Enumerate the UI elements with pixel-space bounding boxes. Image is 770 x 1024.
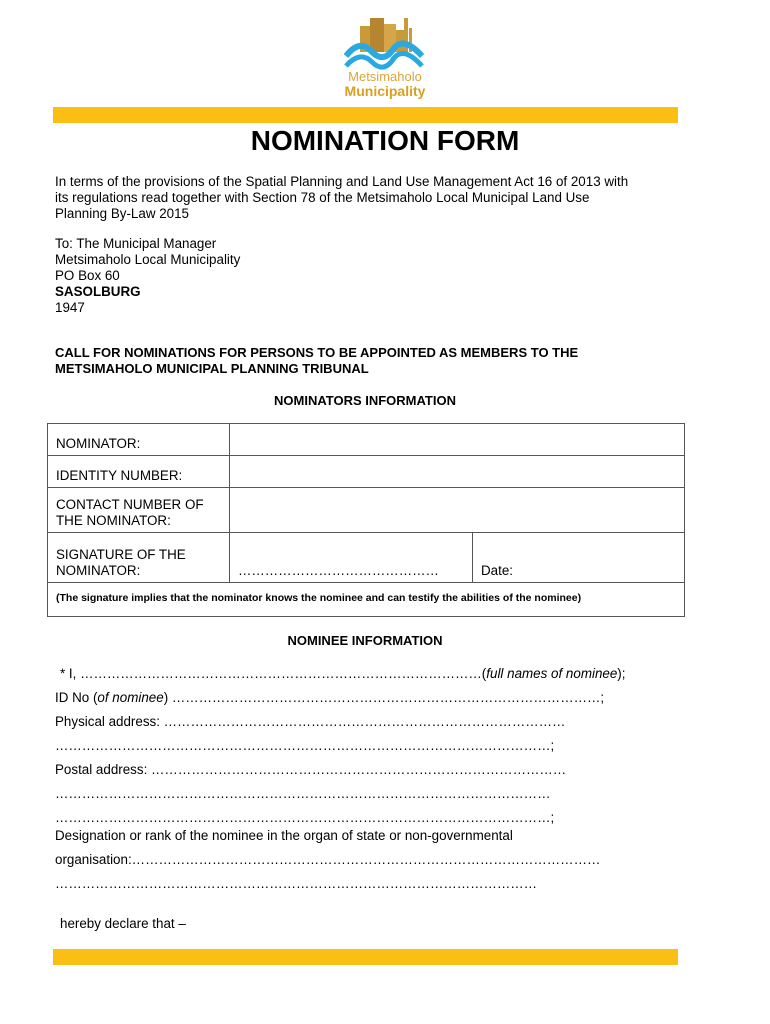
physical-address-line-2[interactable]: …………………………………………………………………………………………………; bbox=[55, 738, 555, 753]
municipality-logo-icon bbox=[338, 16, 430, 72]
text: of nominee bbox=[97, 690, 164, 705]
full-names-line[interactable] bbox=[60, 666, 625, 681]
address-box: PO Box 60 bbox=[55, 268, 120, 283]
footer-accent-bar bbox=[53, 949, 678, 965]
designation-label: Designation or rank of the nominee in the organ of state or non-governmental bbox=[55, 828, 513, 843]
nominator-table bbox=[47, 423, 685, 617]
label-line: NOMINATOR: bbox=[56, 563, 141, 578]
text: ID No ( bbox=[55, 690, 98, 705]
label-line: SIGNATURE OF THE bbox=[56, 547, 186, 562]
header-accent-bar bbox=[53, 107, 678, 123]
organisation-line-2[interactable]: ……………………………………………………………………………………………… bbox=[55, 876, 538, 891]
address-to: To: The Municipal Manager bbox=[55, 236, 217, 251]
address-org: Metsimaholo Local Municipality bbox=[55, 252, 241, 267]
intro-line: In terms of the provisions of the Spatial Planning and Land Use Management Act 16 of 2013 with bbox=[55, 174, 629, 189]
text: full names of nominee bbox=[486, 666, 618, 681]
call-heading bbox=[55, 345, 578, 377]
intro-paragraph bbox=[55, 174, 628, 222]
contact-field[interactable] bbox=[230, 488, 685, 533]
page-title: NOMINATION FORM bbox=[250, 125, 520, 156]
text: ) ……………………………………………………………………………………; bbox=[163, 690, 605, 705]
postal-address-line-2[interactable]: ………………………………………………………………………………………………… bbox=[55, 786, 551, 801]
label-line: THE NOMINATOR: bbox=[56, 513, 171, 528]
label-line: CONTACT NUMBER OF bbox=[56, 497, 204, 512]
date-field[interactable]: Date: bbox=[473, 533, 685, 583]
label-signature bbox=[48, 533, 230, 583]
declaration-text: hereby declare that – bbox=[60, 916, 186, 931]
label-identity: IDENTITY NUMBER: bbox=[48, 456, 230, 488]
call-line: METSIMAHOLO MUNICIPAL PLANNING TRIBUNAL bbox=[55, 361, 369, 376]
postal-address-line[interactable]: Postal address: ………………………………………………………………………………… bbox=[55, 762, 567, 777]
organisation-line[interactable]: organisation:…………………………………………………………………………………………… bbox=[55, 852, 601, 867]
postal-address-line-3[interactable]: …………………………………………………………………………………………………; bbox=[55, 810, 555, 825]
logo-text-line2: Municipality bbox=[344, 83, 426, 99]
nominator-field[interactable] bbox=[230, 424, 685, 456]
id-no-line[interactable] bbox=[55, 690, 604, 705]
physical-address-line[interactable]: Physical address: ……………………………………………………………………………… bbox=[55, 714, 566, 729]
nominators-heading: NOMINATORS INFORMATION bbox=[274, 393, 456, 408]
address-block bbox=[55, 236, 240, 316]
address-code: 1947 bbox=[55, 300, 85, 315]
label-contact bbox=[48, 488, 230, 533]
intro-line: Planning By-Law 2015 bbox=[55, 206, 189, 221]
address-city: SASOLBURG bbox=[55, 284, 141, 299]
signature-note: (The signature implies that the nominator knows the nominee and can testify the abilities of the nominee) bbox=[48, 583, 685, 617]
text: * I, ………………………………………………………………………………( bbox=[60, 666, 487, 681]
intro-line: its regulations read together with Section 78 of the Metsimaholo Local Municipal Land Use bbox=[55, 190, 590, 205]
text: ); bbox=[617, 666, 626, 681]
identity-field[interactable] bbox=[230, 456, 685, 488]
call-line: CALL FOR NOMINATIONS FOR PERSONS TO BE APPOINTED AS MEMBERS TO THE bbox=[55, 345, 579, 360]
nominee-heading: NOMINEE INFORMATION bbox=[287, 633, 443, 648]
signature-field[interactable]: ……………………………………… bbox=[230, 533, 473, 583]
label-nominator: NOMINATOR: bbox=[48, 424, 230, 456]
logo-text-line1: Metsimaholo bbox=[348, 69, 422, 84]
